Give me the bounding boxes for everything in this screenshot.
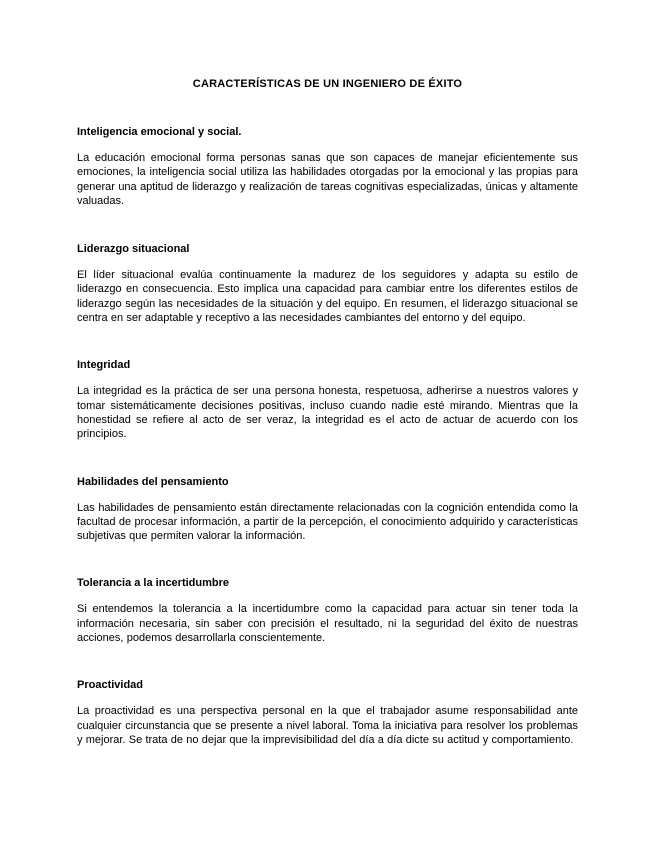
section-heading: Liderazgo situacional <box>77 243 190 256</box>
section-body: Si entendemos la tolerancia a la incertidumbre como la capacidad para actuar sin tener toda la información necesaria, sin saber con precisión el resultado, ni la seguridad del éxito de nuestras acciones, podemos desarrollarla conscientemente. <box>77 603 578 645</box>
section-heading: Inteligencia emocional y social. <box>77 126 242 138</box>
section-heading: Habilidades del pensamiento <box>77 475 229 488</box>
section-heading: Proactividad <box>77 679 144 692</box>
section-body: La proactividad es una perspectiva personal en la que el trabajador asume responsabilidad ante cualquier circunstancia que se presente a nivel laboral. Toma la iniciativa para resolver los problemas y mejorar. Se trata de no dejar que la imprevisibilidad del día a día dicte su actitud y comportamiento. <box>77 705 578 746</box>
section-body: La educación emocional forma personas sanas que son capaces de manejar eficientemente sus emociones, la inteligencia social utiliza las habilidades otorgadas por la emocional y las propias para generar una aptitud de liderazgo y realización de tareas cognitivas especializadas, únicas y altamente valuadas. <box>77 152 578 207</box>
section-body: El líder situacional evalúa continuamente la madurez de los seguidores y adapta su estilo de liderazgo en consecuencia. Esto implica una capacidad para cambiar entre los diferentes estilos de liderazgo según las necesidades de la situación y del equipo. En resumen, el liderazgo situacional se centra en ser adaptable y receptivo a las necesidades cambiantes del entorno y del equipo. <box>77 269 578 325</box>
section-inteligencia-emocional <box>77 125 578 208</box>
section-heading: Integridad <box>77 359 131 372</box>
section-body: La integridad es la práctica de ser una persona honesta, respetuosa, adherirse a nuestros valores y tomar sistemáticamente decisiones positivas, incluso cuando nadie esté mirando. Mientras que la honestidad se refiere al acto de ser veraz, la integridad es el acto de actuar de acuerdo con los principios. <box>77 385 578 441</box>
section-integridad <box>77 358 578 441</box>
section-liderazgo-situacional <box>77 242 578 325</box>
document-title: CARACTERÍSTICAS DE UN INGENIERO DE ÉXITO <box>192 78 463 90</box>
section-tolerancia-incertidumbre <box>77 576 578 645</box>
section-heading: Tolerancia a la incertidumbre <box>77 577 230 590</box>
section-proactividad <box>77 678 578 747</box>
section-habilidades-pensamiento <box>77 475 578 544</box>
section-body: Las habilidades de pensamiento están directamente relacionadas con la cognición entendida como la facultad de procesar información, a partir de la percepción, el conocimiento adquirido y características subjetivas que permiten valorar la información. <box>77 501 578 543</box>
